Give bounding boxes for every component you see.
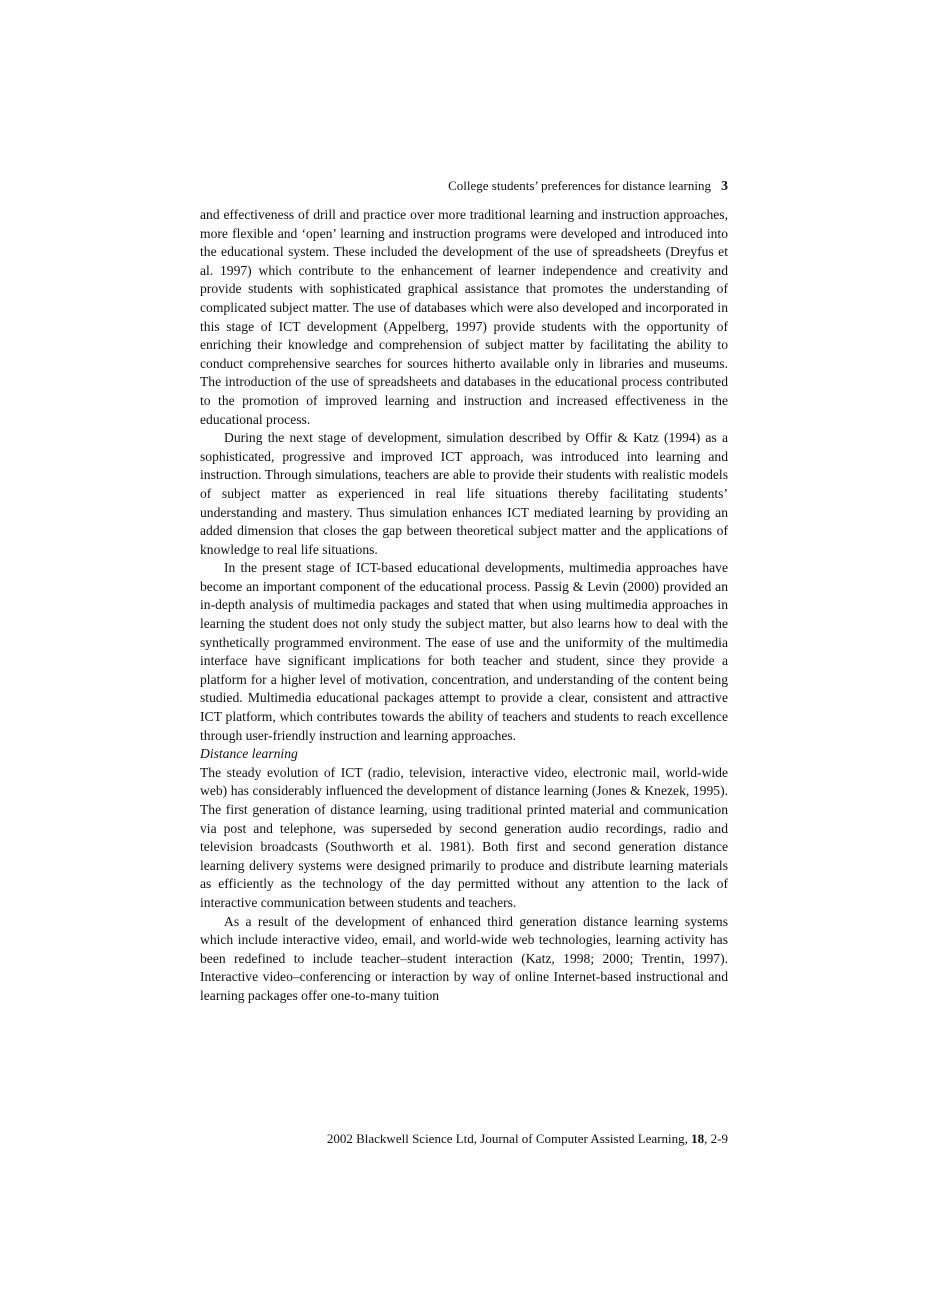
section-heading: Distance learning <box>200 746 298 762</box>
footer-pages: , 2-9 <box>704 1131 728 1146</box>
running-head <box>200 178 728 195</box>
paragraph: and effectiveness of drill and practice over more traditional learning and instruction approaches, more flexible and ‘open’ learning and instruction programs were developed and introduced into the educational system. These included the development of the use of spreadsheets (Dreyfus et al. 1997) which contribute to the enhancement of learner independence and creativity and provide students with sophisticated graphical assistance that promotes the understanding of complicated subject matter. The use of databases which were also developed and incorporated in this stage of ICT development (Appelberg, 1997) provide students with the opportunity of enriching their knowledge and comprehension of subject matter by facilitating the ability to conduct comprehensive searches for sources hitherto available only in libraries and museums. The introduction of the use of spreadsheets and databases in the educational process contributed to the promotion of improved learning and instruction and increased effectiveness in the educational process. <box>200 207 728 427</box>
body-text <box>200 206 728 1006</box>
footer-publisher: 2002 Blackwell Science Ltd, Journal of Computer Assisted Learning, <box>326 1131 688 1146</box>
page-number: 3 <box>721 179 728 194</box>
paragraph: During the next stage of development, simulation described by Offir & Katz (1994) as a sophisticated, progressive and improved ICT approach, was introduced into learning and instruction. Through simulations, teachers are able to provide their students with realistic models of subject matter as experienced in real life situations thereby facilitating students’ understanding and mastery. Thus simulation enhances ICT mediated learning by providing an added dimension that closes the gap between theoretical subject matter and the applications of knowledge to real life situations. <box>200 430 728 557</box>
running-head-title: College students’ preferences for distance learning <box>448 178 711 193</box>
footer <box>200 1131 728 1147</box>
paragraph: The steady evolution of ICT (radio, television, interactive video, electronic mail, world-wide web) has considerably influenced the development of distance learning (Jones & Knezek, 1995). The first generation of distance learning, using traditional printed material and communication via post and telephone, was superseded by second generation audio recordings, radio and television broadcasts (Southworth et al. 1981). Both first and second generation distance learning delivery systems were designed primarily to produce and distribute learning materials as efficiently as the technology of the day permitted without any attention to the lack of interactive communication between students and teachers. <box>200 764 728 910</box>
footer-volume: 18 <box>691 1131 705 1146</box>
paragraph: As a result of the development of enhanced third generation distance learning systems which include interactive video, email, and world-wide web technologies, learning activity has been redefined to include teacher–student interaction (Katz, 1998; 2000; Trentin, 1997). Interactive video–conferencing or interaction by way of online Internet-based instructional and learning packages offer one-to-many tuition <box>200 913 728 1003</box>
paragraph: In the present stage of ICT-based educational developments, multimedia approaches have become an important component of the educational process. Passig & Levin (2000) provided an in-depth analysis of multimedia packages and stated that when using multimedia approaches in learning the student does not only study the subject matter, but also learns how to deal with the synthetically programmed environment. The ease of use and the uniformity of the multimedia interface have significant implications for both teacher and student, since they provide a platform for a higher level of motivation, concentration, and understanding of the content being studied. Multimedia educational packages attempt to provide a clear, consistent and attractive ICT platform, which contributes towards the ability of teachers and students to reach excellence through user-friendly instruction and learning approaches. <box>200 560 728 743</box>
